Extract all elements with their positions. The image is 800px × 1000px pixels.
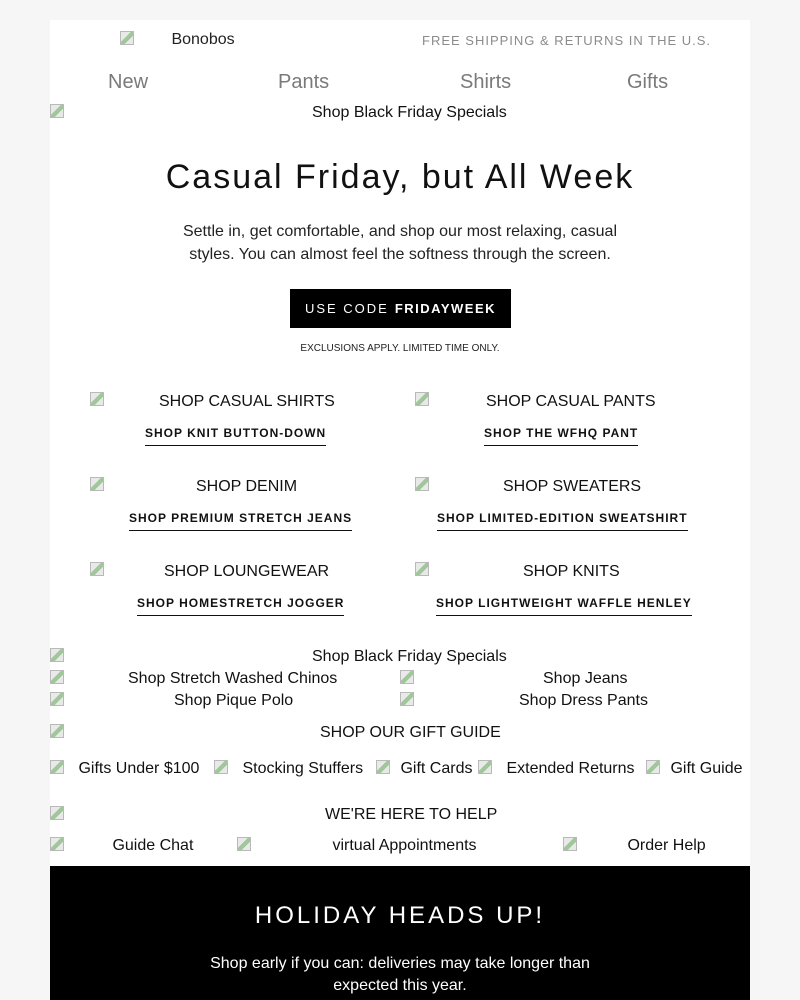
black-friday-banner-bottom-alt[interactable]: Shop Black Friday Specials: [312, 648, 507, 665]
gift-link-gift-cards-label: Gift Cards: [400, 760, 473, 777]
specials-image-pique-polo[interactable]: [50, 692, 64, 710]
help-virtual-appointments-label: virtual Appointments: [332, 837, 477, 854]
holiday-footer: [50, 866, 750, 1000]
specials-link-chinos[interactable]: Shop Stretch Washed Chinos: [128, 670, 338, 687]
help-title[interactable]: WE'RE HERE TO HELP: [325, 806, 498, 823]
category-alt-sweaters[interactable]: SHOP SWEATERS: [503, 478, 642, 495]
specials-link-pique-polo[interactable]: Shop Pique Polo: [174, 692, 294, 709]
nav-pants[interactable]: Pants: [278, 71, 330, 93]
category-image-sweaters[interactable]: [415, 477, 429, 495]
gift-link-extended-returns-label: Extended Returns: [506, 760, 635, 777]
gift-guide-title[interactable]: SHOP OUR GIFT GUIDE: [320, 724, 501, 741]
broken-image-icon: [50, 806, 64, 820]
help-order-help-label: Order Help: [627, 837, 706, 854]
broken-image-icon: [237, 837, 251, 851]
hero-title: Casual Friday, but All Week: [165, 158, 635, 196]
broken-image-icon: [415, 392, 429, 406]
help-guide-chat[interactable]: [50, 837, 193, 855]
category-image-knits[interactable]: [415, 562, 429, 580]
fine-print: EXCLUSIONS APPLY. LIMITED TIME ONLY.: [300, 343, 500, 354]
black-friday-banner-top[interactable]: [50, 104, 64, 122]
broken-image-icon: [376, 760, 390, 774]
black-friday-banner-alt[interactable]: Shop Black Friday Specials: [312, 104, 507, 121]
hero-subtitle: Settle in, get comfortable, and shop our most relaxing, casual styles. You can almost feel the softness through the screen.: [182, 223, 617, 263]
link-limited-edition-sweatshirt[interactable]: SHOP LIMITED-EDITION SWEATSHIRT: [437, 511, 688, 531]
broken-image-icon: [415, 562, 429, 576]
gift-link-extended-returns[interactable]: [478, 760, 635, 778]
specials-image-jeans[interactable]: [400, 670, 414, 688]
category-alt-knits[interactable]: SHOP KNITS: [523, 563, 620, 580]
black-friday-banner-bottom[interactable]: [50, 648, 64, 666]
specials-image-chinos[interactable]: [50, 670, 64, 688]
category-alt-denim[interactable]: SHOP DENIM: [196, 478, 298, 495]
broken-image-icon: [50, 760, 64, 774]
promo-code: FRIDAYWEEK: [394, 301, 497, 316]
footer-title: HOLIDAY HEADS UP!: [254, 902, 546, 929]
email-body: [50, 20, 750, 1000]
broken-image-icon: [50, 692, 64, 706]
gift-link-stocking-stuffers-label: Stocking Stuffers: [242, 760, 364, 777]
broken-image-icon: [90, 392, 104, 406]
nav-gifts[interactable]: Gifts: [627, 71, 669, 93]
specials-image-dress-pants[interactable]: [400, 692, 414, 710]
shipping-tagline: FREE SHIPPING & RETURNS IN THE U.S.: [422, 33, 712, 48]
category-alt-casual-pants[interactable]: SHOP CASUAL PANTS: [486, 393, 656, 410]
link-lightweight-waffle-henley[interactable]: SHOP LIGHTWEIGHT WAFFLE HENLEY: [436, 596, 692, 616]
broken-image-icon: [214, 760, 228, 774]
category-image-casual-pants[interactable]: [415, 392, 429, 410]
gift-link-under-100[interactable]: [50, 760, 199, 778]
gift-link-gift-guide[interactable]: [646, 760, 742, 778]
logo[interactable]: [120, 31, 235, 49]
gift-link-gift-guide-label: Gift Guide: [670, 760, 743, 777]
broken-image-icon: [120, 31, 134, 45]
promo-code-prefix: USE CODE: [304, 301, 389, 316]
broken-image-icon: [646, 760, 660, 774]
help-banner[interactable]: [50, 806, 64, 824]
broken-image-icon: [400, 670, 414, 684]
specials-link-dress-pants[interactable]: Shop Dress Pants: [519, 692, 648, 709]
category-alt-casual-shirts[interactable]: SHOP CASUAL SHIRTS: [159, 393, 335, 410]
link-homestretch-jogger[interactable]: SHOP HOMESTRETCH JOGGER: [137, 596, 344, 616]
help-order-help[interactable]: [563, 837, 706, 855]
help-virtual-appointments[interactable]: [237, 837, 477, 855]
specials-link-jeans[interactable]: Shop Jeans: [543, 670, 628, 687]
promo-code-button[interactable]: [290, 289, 511, 328]
category-alt-loungewear[interactable]: SHOP LOUNGEWEAR: [164, 563, 330, 580]
category-image-loungewear[interactable]: [90, 562, 104, 580]
link-knit-button-down[interactable]: SHOP KNIT BUTTON-DOWN: [145, 426, 326, 446]
link-premium-stretch-jeans[interactable]: SHOP PREMIUM STRETCH JEANS: [129, 511, 352, 531]
broken-image-icon: [563, 837, 577, 851]
gift-link-under-100-label: Gifts Under $100: [78, 760, 200, 777]
link-wfhq-pant[interactable]: SHOP THE WFHQ PANT: [484, 426, 638, 446]
gift-link-gift-cards[interactable]: [376, 760, 472, 778]
broken-image-icon: [415, 477, 429, 491]
broken-image-icon: [50, 837, 64, 851]
broken-image-icon: [90, 477, 104, 491]
category-image-casual-shirts[interactable]: [90, 392, 104, 410]
gift-link-stocking-stuffers[interactable]: [214, 760, 363, 778]
logo-alt-text: Bonobos: [171, 31, 235, 48]
broken-image-icon: [50, 104, 64, 118]
help-guide-chat-label: Guide Chat: [112, 837, 194, 854]
broken-image-icon: [50, 670, 64, 684]
footer-text: Shop early if you can: deliveries may take longer than expected this year.: [210, 955, 590, 994]
nav-shirts[interactable]: Shirts: [460, 71, 512, 93]
gift-guide-banner[interactable]: [50, 724, 64, 742]
broken-image-icon: [400, 692, 414, 706]
broken-image-icon: [50, 648, 64, 662]
broken-image-icon: [478, 760, 492, 774]
broken-image-icon: [90, 562, 104, 576]
category-image-denim[interactable]: [90, 477, 104, 495]
nav-new[interactable]: New: [108, 71, 149, 93]
broken-image-icon: [50, 724, 64, 738]
